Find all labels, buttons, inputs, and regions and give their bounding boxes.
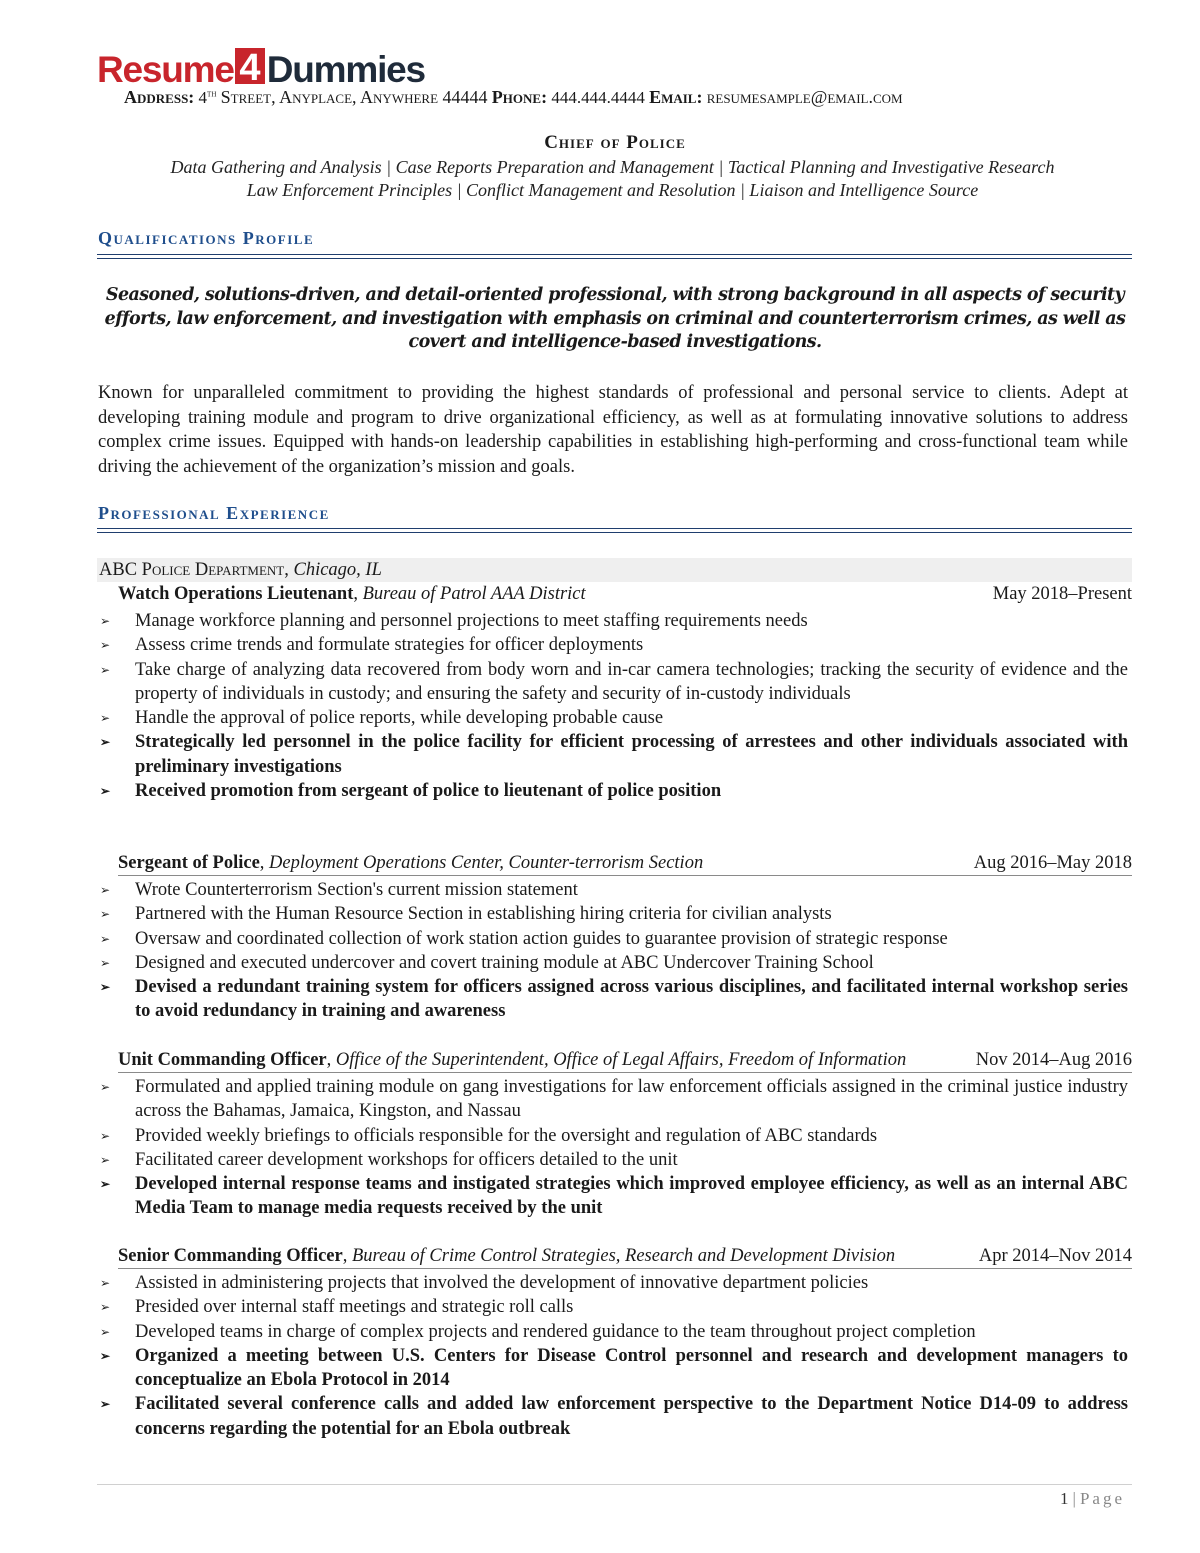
list-item: ➢ Developed internal response teams and instigated strategies which improved employee efficiency, as well as an internal ABC Media Team to manage media requests received by the unit: [100, 1174, 1128, 1219]
qualifications-summary: Known for unparalleled commitment to providing the highest standards of professional and personal service to clients. Adept at developing training module and program to drive organizational efficiency, as well as at formulating innovative solutions to address complex crime issues. Equipped with hands-on leadership capabilities in establishing high-performing and cross-functional team while driving the achievement of the organization’s mission and goals.: [98, 383, 1128, 477]
role-title: Watch Operations Lieutenant: [118, 584, 354, 604]
logo-resume-text: Resume: [97, 49, 234, 90]
email-value: resumesample@email.com: [706, 87, 903, 107]
list-item: ➢ Organized a meeting between U.S. Centers for Disease Control personnel and research and development managers to conceptualize an Ebola Protocol in 2014: [100, 1345, 1128, 1391]
arrow-bullet-icon: ➢: [100, 955, 111, 970]
role-header: Senior Commanding Officer, Bureau of Crime Control Strategies, Research and Development Division Apr 2014–Nov 2014: [118, 1244, 1132, 1269]
arrow-bullet-icon: ➢: [100, 614, 111, 628]
experience-rule: [97, 528, 1132, 533]
role-header: Watch Operations Lieutenant, Bureau of Patrol AAA District May 2018–Present: [118, 584, 1132, 604]
arrow-bullet-icon: ➢: [100, 907, 111, 922]
arrow-bullet-icon: ➢: [100, 1300, 111, 1315]
list-item: ➢ Devised a redundant training system for officers assigned across various disciplines, and facilitated internal workshop series to avoid redundancy in training and awareness: [100, 977, 1128, 1022]
list-item: ➢ Facilitated career development workshops for officers detailed to the unit: [98, 1148, 1128, 1172]
arrow-bullet-icon: ➢: [100, 1128, 111, 1143]
email-label: Email:: [649, 87, 703, 107]
arrow-bullet-icon: ➢: [100, 1324, 111, 1339]
arrow-bullet-icon: ➢: [100, 931, 111, 946]
arrow-bullet-icon: ➢: [100, 638, 111, 653]
arrow-bullet-icon: ➢: [100, 1080, 111, 1094]
list-item: ➢ Facilitated several conference calls and added law enforcement perspective to the Department Notice D14-09 to address concerns regarding the potential for an Ebola outbreak: [100, 1394, 1128, 1439]
svg-text:4: 4: [239, 47, 261, 88]
list-item: ➢ Assess crime trends and formulate strategies for officer deployments: [98, 633, 1128, 657]
role-header: Sergeant of Police, Deployment Operations Center, Counter-terrorism Section Aug 2016–May 2018: [118, 851, 1132, 876]
logo-four-mark: [235, 44, 265, 88]
resume4dummies-logo: [97, 42, 425, 88]
address-value: Street, Anyplace, Anywhere 44444: [220, 87, 488, 107]
list-item: ➢ Handle the approval of police reports, while developing probable cause: [98, 706, 1128, 730]
address-label: Address:: [124, 87, 195, 107]
employer-bar: ABC Police Department, Chicago, IL: [97, 558, 1132, 582]
list-item: ➢ Formulated and applied training module on gang investigations for law enforcement officials assigned in the criminal justice industry across the Bahamas, Jamaica, Kingston, and Nassau: [100, 1077, 1128, 1122]
page-separator: |: [1072, 1489, 1076, 1508]
list-item: ➢ Oversaw and coordinated collection of work station action guides to guarantee provision of strategic response: [98, 927, 1128, 951]
qualifications-rule: [97, 254, 1132, 259]
role-bullets: [98, 609, 1128, 803]
arrow-bullet-icon: ➢: [100, 711, 111, 726]
list-item: ➢ Manage workforce planning and personnel projections to meet staffing requirements needs: [98, 609, 1128, 633]
role-dates: May 2018–Present: [992, 584, 1132, 604]
list-item: ➢ Received promotion from sergeant of police to lieutenant of police position: [98, 779, 1128, 803]
list-item: ➢ Partnered with the Human Resource Section in establishing hiring criteria for civilian analysts: [98, 902, 1128, 926]
arrow-bullet-icon: ➢: [100, 1397, 111, 1412]
tagline-line-2: Law Enforcement Principles | Conflict Management and Resolution | Liaison and Intelligence Source: [246, 180, 979, 200]
list-item: ➢ Presided over internal staff meetings and strategic roll calls: [98, 1295, 1128, 1319]
role-org: Deployment Operations Center, Counter-terrorism Section: [269, 853, 704, 873]
arrow-bullet-icon: ➢: [100, 980, 111, 995]
role-title: Sergeant of Police: [118, 853, 260, 873]
arrow-bullet-icon: ➢: [100, 662, 111, 677]
address-superscript: th: [207, 88, 217, 100]
arrow-bullet-icon: ➢: [100, 883, 111, 897]
role-bullets: [98, 1075, 1128, 1221]
list-item: ➢ Strategically led personnel in the police facility for efficient processing of arrestees and other individuals associated with preliminary investigations: [100, 732, 1128, 777]
arrow-bullet-icon: ➢: [100, 1152, 111, 1167]
arrow-bullet-icon: ➢: [100, 735, 111, 750]
phone-value: 444.444.4444: [551, 88, 645, 107]
role-title: Unit Commanding Officer: [118, 1050, 327, 1070]
arrow-bullet-icon: ➢: [100, 784, 111, 799]
page-label: Page: [1079, 1489, 1125, 1508]
role-dates: Aug 2016–May 2018: [973, 853, 1132, 873]
arrow-bullet-icon: ➢: [100, 1276, 111, 1290]
list-item: ➢ Wrote Counterterrorism Section's current mission statement: [98, 878, 1128, 902]
role-dates: Nov 2014–Aug 2016: [975, 1050, 1132, 1070]
role-header: Unit Commanding Officer, Office of the Superintendent, Office of Legal Affairs, Freedom of Information Nov 2014–Aug 2016: [118, 1048, 1132, 1073]
role-bullets: [98, 878, 1128, 1024]
list-item: ➢ Provided weekly briefings to officials responsible for the oversight and regulation of ABC standards: [98, 1124, 1128, 1148]
phone-label: Phone:: [491, 87, 548, 107]
job-title: Chief of Police: [544, 132, 686, 153]
arrow-bullet-icon: ➢: [100, 1348, 111, 1363]
contact-line: [124, 87, 1134, 108]
employer-name: ABC Police Department: [99, 560, 285, 580]
qualifications-heading: Qualifications Profile: [98, 228, 315, 248]
list-item: ➢ Developed teams in charge of complex projects and rendered guidance to the team throughout project completion: [98, 1320, 1128, 1344]
page-footer: [1060, 1489, 1125, 1509]
list-item: ➢ Take charge of analyzing data recovered from body worn and in-car camera technologies; tracking the security of evidence and the property of individuals in custody; and ensuring the safety and security of in-custody individuals: [100, 659, 1128, 704]
role-bullets: [98, 1271, 1128, 1441]
arrow-bullet-icon: ➢: [100, 1177, 111, 1192]
qualifications-summary-bold: Seasoned, solutions-driven, and detail-oriented professional, with strong background in all aspects of security efforts, law enforcement, and investigation with emphasis on criminal and counterterrorism crimes, as well as covert and intelligence-based investigations.: [104, 285, 1126, 352]
role-title: Senior Commanding Officer: [118, 1246, 343, 1266]
footer-rule: [97, 1484, 1132, 1485]
employer-location: Chicago, IL: [293, 560, 382, 580]
list-item: ➢ Assisted in administering projects that involved the development of innovative department policies: [98, 1271, 1128, 1295]
list-item: ➢ Designed and executed undercover and covert training module at ABC Undercover Training School: [98, 951, 1128, 975]
logo-dummies-text: Dummies: [266, 49, 425, 90]
experience-heading: Professional Experience: [98, 503, 330, 523]
tagline-line-1: Data Gathering and Analysis | Case Reports Preparation and Management | Tactical Planning and Investigative Research: [170, 157, 1055, 177]
page-number: 1: [1060, 1489, 1069, 1508]
role-org: Bureau of Crime Control Strategies, Research and Development Division: [351, 1246, 896, 1266]
role-org: Office of the Superintendent, Office of Legal Affairs, Freedom of Information: [335, 1050, 907, 1070]
role-dates: Apr 2014–Nov 2014: [978, 1246, 1132, 1266]
address-number: 4: [198, 88, 208, 107]
role-org: Bureau of Patrol AAA District: [362, 584, 586, 604]
